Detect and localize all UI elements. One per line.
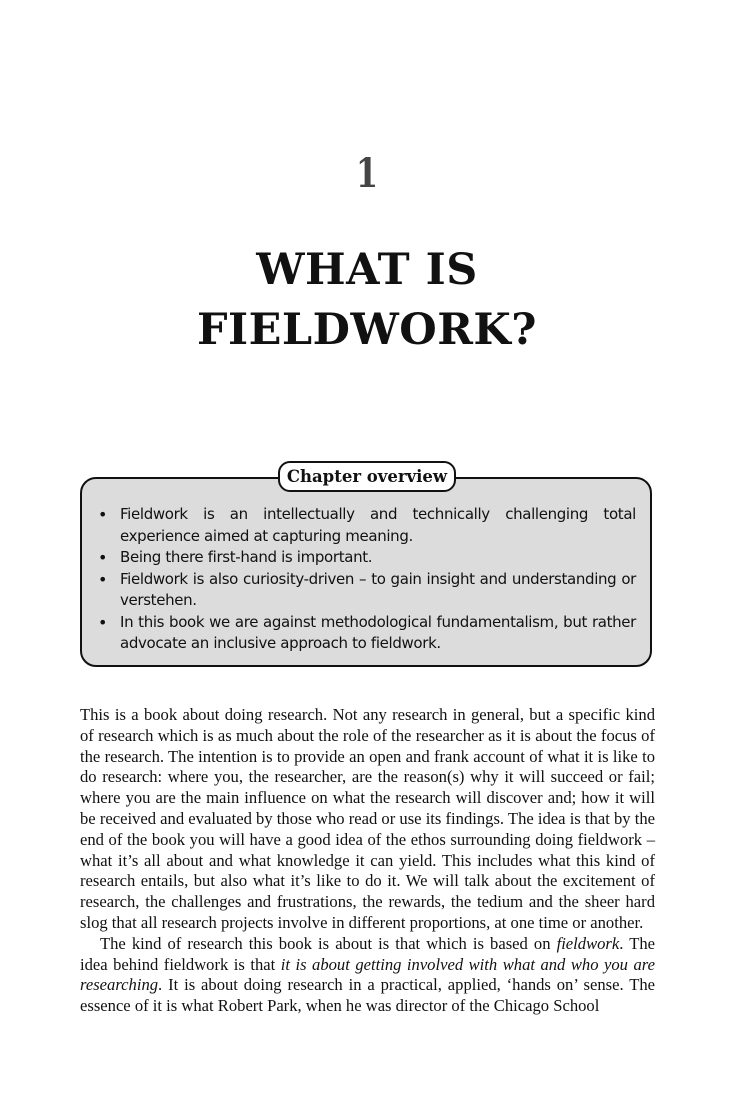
body-paragraph-2-text: The kind of research this book is about is that which is based on bbox=[100, 933, 557, 953]
chapter-overview-label: Chapter overview bbox=[278, 461, 456, 492]
chapter-overview-list bbox=[96, 504, 636, 655]
overview-item: • Fieldwork is an intellectually and technically challenging total experience aimed at capturing meaning. bbox=[96, 504, 636, 547]
chapter-title-line-1: WHAT IS bbox=[256, 245, 478, 295]
body-paragraph-1: This is a book about doing research. Not any research in general, but a specific kind of research which is as much about the role of the researcher as it is about the focus of the research. The intention is to provide an open and frank account of what it is like to do research: where you, the researcher, are the reason(s) why it will succeed or fail; where you are the main influence on what the research will discover and; how it will be received and evaluated by those who read or use its findings. The idea is that by the end of the book you will have a good idea of the ethos surrounding doing fieldwork – what it’s all about and what knowledge it can yield. This includes what this kind of research entails, but also what it’s like to do it. We will talk about the excitement of research, the challenges and frustrations, the rewards, the tedium and the sheer hard slog that all research projects involve in different proportions, at one time or another. bbox=[80, 705, 655, 932]
chapter-title bbox=[0, 240, 734, 360]
overview-item: • Fieldwork is also curiosity-driven – to gain insight and understanding or verstehen. bbox=[96, 569, 636, 612]
body-paragraph-2-emphasis: fieldwork bbox=[556, 933, 620, 953]
body-paragraph-2-text: . It is about doing research in a practical, applied, ‘hands on’ sense. The essence of it is what Robert Park, when he was director of the Chicago School bbox=[80, 975, 655, 1016]
body-paragraph-2 bbox=[80, 934, 655, 1017]
chapter-number: 1 bbox=[355, 150, 379, 197]
body-text bbox=[80, 705, 655, 1017]
body-paragraph-2-emphasis: it is about getting involved with what and who you are researching bbox=[80, 954, 655, 995]
overview-item: • In this book we are against methodological fundamentalism, but rather advocate an inclusive approach to fieldwork. bbox=[96, 612, 636, 655]
chapter-title-line-2: FIELDWORK? bbox=[197, 305, 537, 355]
overview-item: • Being there first-hand is important. bbox=[96, 547, 636, 569]
body-paragraph-2-text: . The idea behind fieldwork is that bbox=[80, 933, 655, 974]
